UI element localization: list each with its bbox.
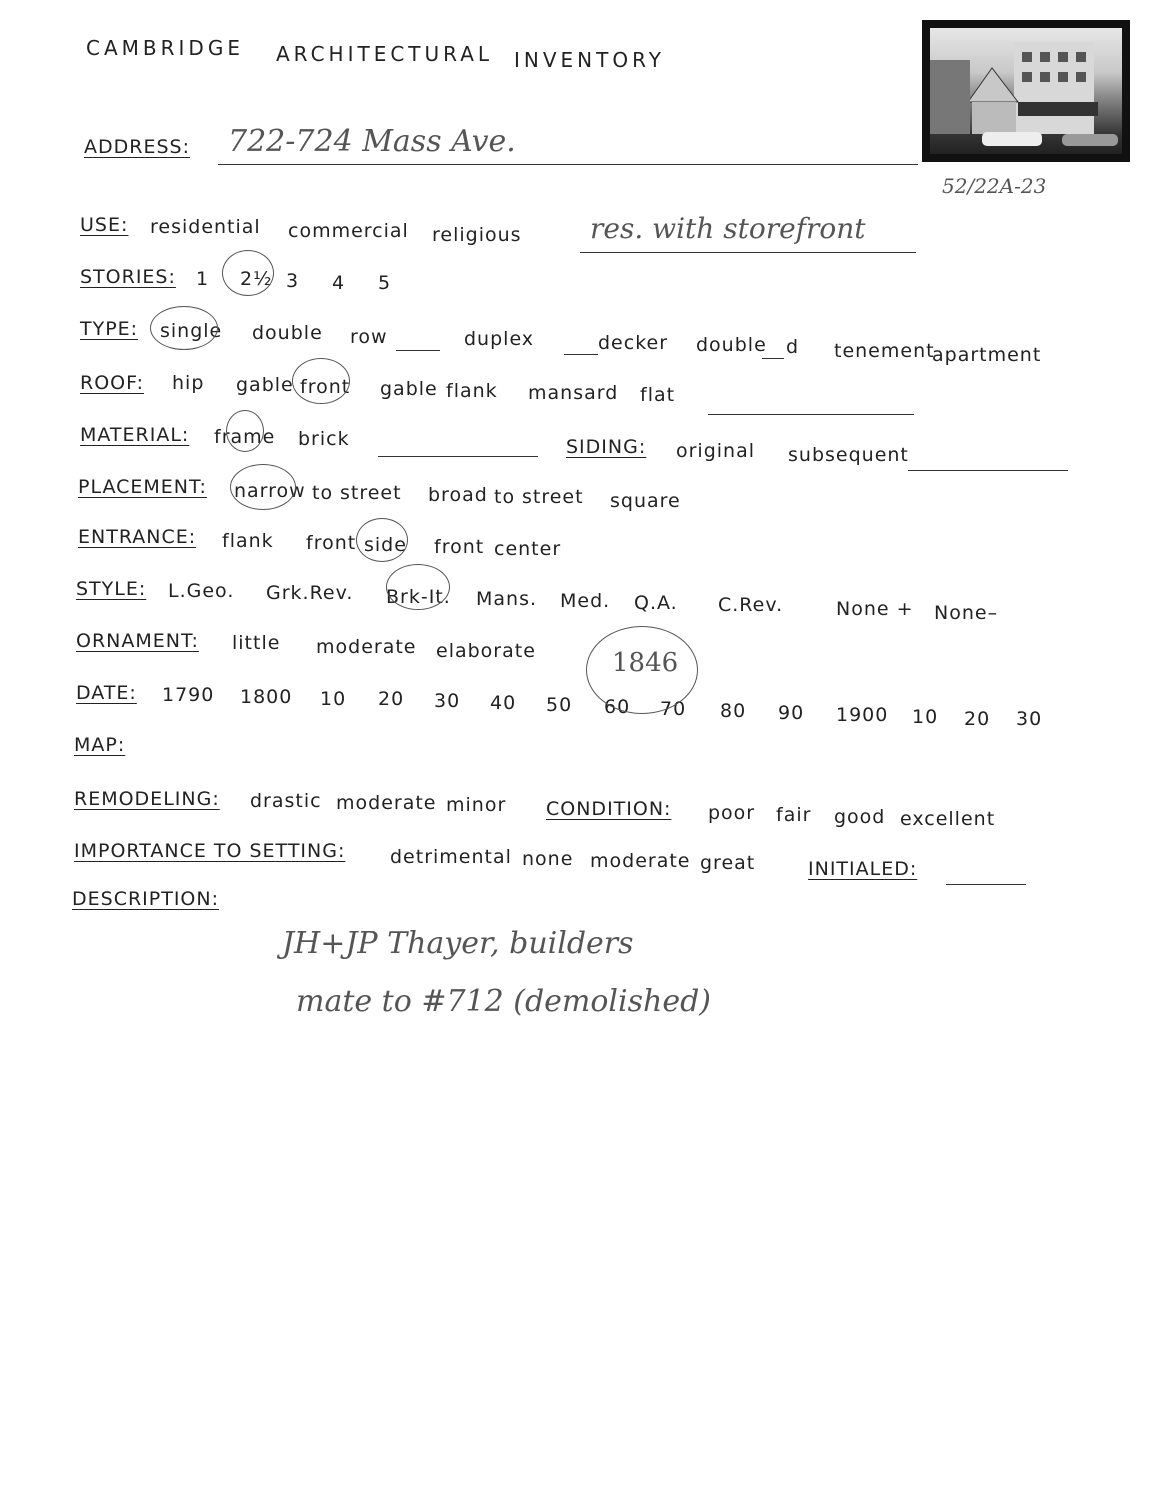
ornament-moderate: moderate [316,636,417,658]
style-none-minus: None– [934,602,999,624]
entrance-side: side [364,534,407,556]
importance-moderate: moderate [590,850,691,872]
entrance-front-center: front [434,536,485,558]
entrance-front-side: front [306,532,357,554]
header-architectural: ARCHITECTURAL [276,42,494,66]
address-value: 722-724 Mass Ave. [228,124,516,159]
type-double-d: double [696,334,767,356]
type-circle [150,306,218,350]
ornament-elaborate: elaborate [436,640,536,662]
date-1800: 1800 [240,686,293,708]
roof-blank [708,414,914,415]
date-40: 40 [490,692,517,714]
use-label: USE: [80,214,129,236]
roof-flank: flank [446,380,498,402]
style-mans: Mans. [476,588,538,610]
condition-label: CONDITION: [546,798,672,820]
placement-circle [230,464,296,510]
use-note: res. with storefront [590,212,866,245]
style-crev: C.Rev. [718,594,784,616]
description-label: DESCRIPTION: [72,888,220,910]
date-1930: 30 [1016,708,1043,730]
siding-original: original [676,440,756,462]
date-50: 50 [546,694,573,716]
type-decker: decker [598,332,669,354]
placement-street-2: street [522,486,584,508]
stories-label: STORIES: [80,266,176,288]
condition-fair: fair [776,804,812,826]
roof-gable-front: gable [236,374,294,396]
date-20: 20 [378,688,405,710]
placement-label: PLACEMENT: [78,476,207,498]
date-1790: 1790 [162,684,215,706]
roof-mansard: mansard [528,382,619,404]
stories-4: 4 [332,272,346,294]
date-60: 60 [604,696,631,718]
map-label: MAP: [74,734,126,756]
remodeling-moderate: moderate [336,792,437,814]
type-decker-blank [564,354,598,355]
use-note-line [580,252,916,253]
date-70: 70 [660,698,687,720]
use-residential: residential [150,216,261,238]
roof-gable-flank: gable [380,378,438,400]
date-label: DATE: [76,682,137,704]
address-line [218,164,918,165]
importance-detrimental: detrimental [390,846,512,868]
placement-to-2: to [494,486,516,508]
stories-2-5: 2½ [240,268,273,290]
placement-narrow: narrow [234,480,306,502]
address-label: ADDRESS: [84,136,190,158]
entrance-label: ENTRANCE: [78,526,197,548]
style-circle [386,564,450,610]
ornament-label: ORNAMENT: [76,630,199,652]
stories-circle [222,250,274,296]
date-90: 90 [778,702,805,724]
material-blank [378,456,538,457]
stories-1: 1 [196,268,210,290]
material-frame: frame [214,426,276,448]
material-brick: brick [298,428,350,450]
style-label: STYLE: [76,578,147,600]
initialed-blank [946,884,1026,885]
material-label: MATERIAL: [80,424,190,446]
initialed-label: INITIALED: [808,858,918,880]
importance-none: none [522,848,574,870]
date-handwritten: 1846 [612,648,679,678]
style-qa: Q.A. [634,592,678,614]
placement-broad: broad [428,484,488,506]
date-1910: 10 [912,706,939,728]
style-lgeo: L.Geo. [168,580,235,602]
stories-3: 3 [286,270,300,292]
siding-label: SIDING: [566,436,647,458]
importance-label: IMPORTANCE TO SETTING: [74,840,346,862]
placement-to-1: to [312,482,334,504]
type-apartment: apartment [932,344,1042,366]
stories-5: 5 [378,272,392,294]
roof-hip: hip [172,372,205,394]
date-1920: 20 [964,708,991,730]
type-single: single [160,320,223,342]
header-cambridge: CAMBRIDGE [86,36,244,60]
material-circle [226,410,264,452]
siding-blank [908,470,1068,471]
remodeling-label: REMODELING: [74,788,220,810]
roof-flat: flat [640,384,676,406]
condition-excellent: excellent [900,808,996,830]
ornament-little: little [232,632,281,654]
date-30: 30 [434,690,461,712]
type-row: row [350,326,388,348]
siding-subsequent: subsequent [788,444,909,466]
type-duplex: duplex [464,328,535,350]
entrance-flank: flank [222,530,274,552]
entrance-circle [356,518,408,562]
style-brkit: Brk-It. [386,586,451,608]
style-grkrev: Grk.Rev. [266,582,354,604]
photo-ref-number: 52/22A-23 [942,174,1047,198]
type-label: TYPE: [80,318,139,340]
roof-front: front [300,376,351,398]
type-tenement: tenement [834,340,935,362]
type-double: double [252,322,323,344]
date-80: 80 [720,700,747,722]
description-line-1: JH+JP Thayer, builders [282,926,634,961]
importance-great: great [700,852,756,874]
type-row-blank [396,350,440,351]
style-med: Med. [560,590,611,612]
use-religious: religious [432,224,522,246]
description-line-2: mate to #712 (demolished) [296,984,712,1019]
roof-label: ROOF: [80,372,144,394]
placement-square: square [610,490,681,512]
placement-street-1: street [340,482,402,504]
roof-circle [292,358,350,404]
style-none-plus: None + [836,598,914,620]
type-double-d-blank [762,358,784,359]
type-d: d [786,336,800,358]
building-photo [922,20,1130,162]
use-commercial: commercial [288,220,409,242]
entrance-center: center [494,538,562,560]
remodeling-drastic: drastic [250,790,322,812]
condition-good: good [834,806,886,828]
header-inventory: INVENTORY [514,48,665,72]
date-1900: 1900 [836,704,889,726]
remodeling-minor: minor [446,794,507,816]
date-10: 10 [320,688,347,710]
condition-poor: poor [708,802,756,824]
